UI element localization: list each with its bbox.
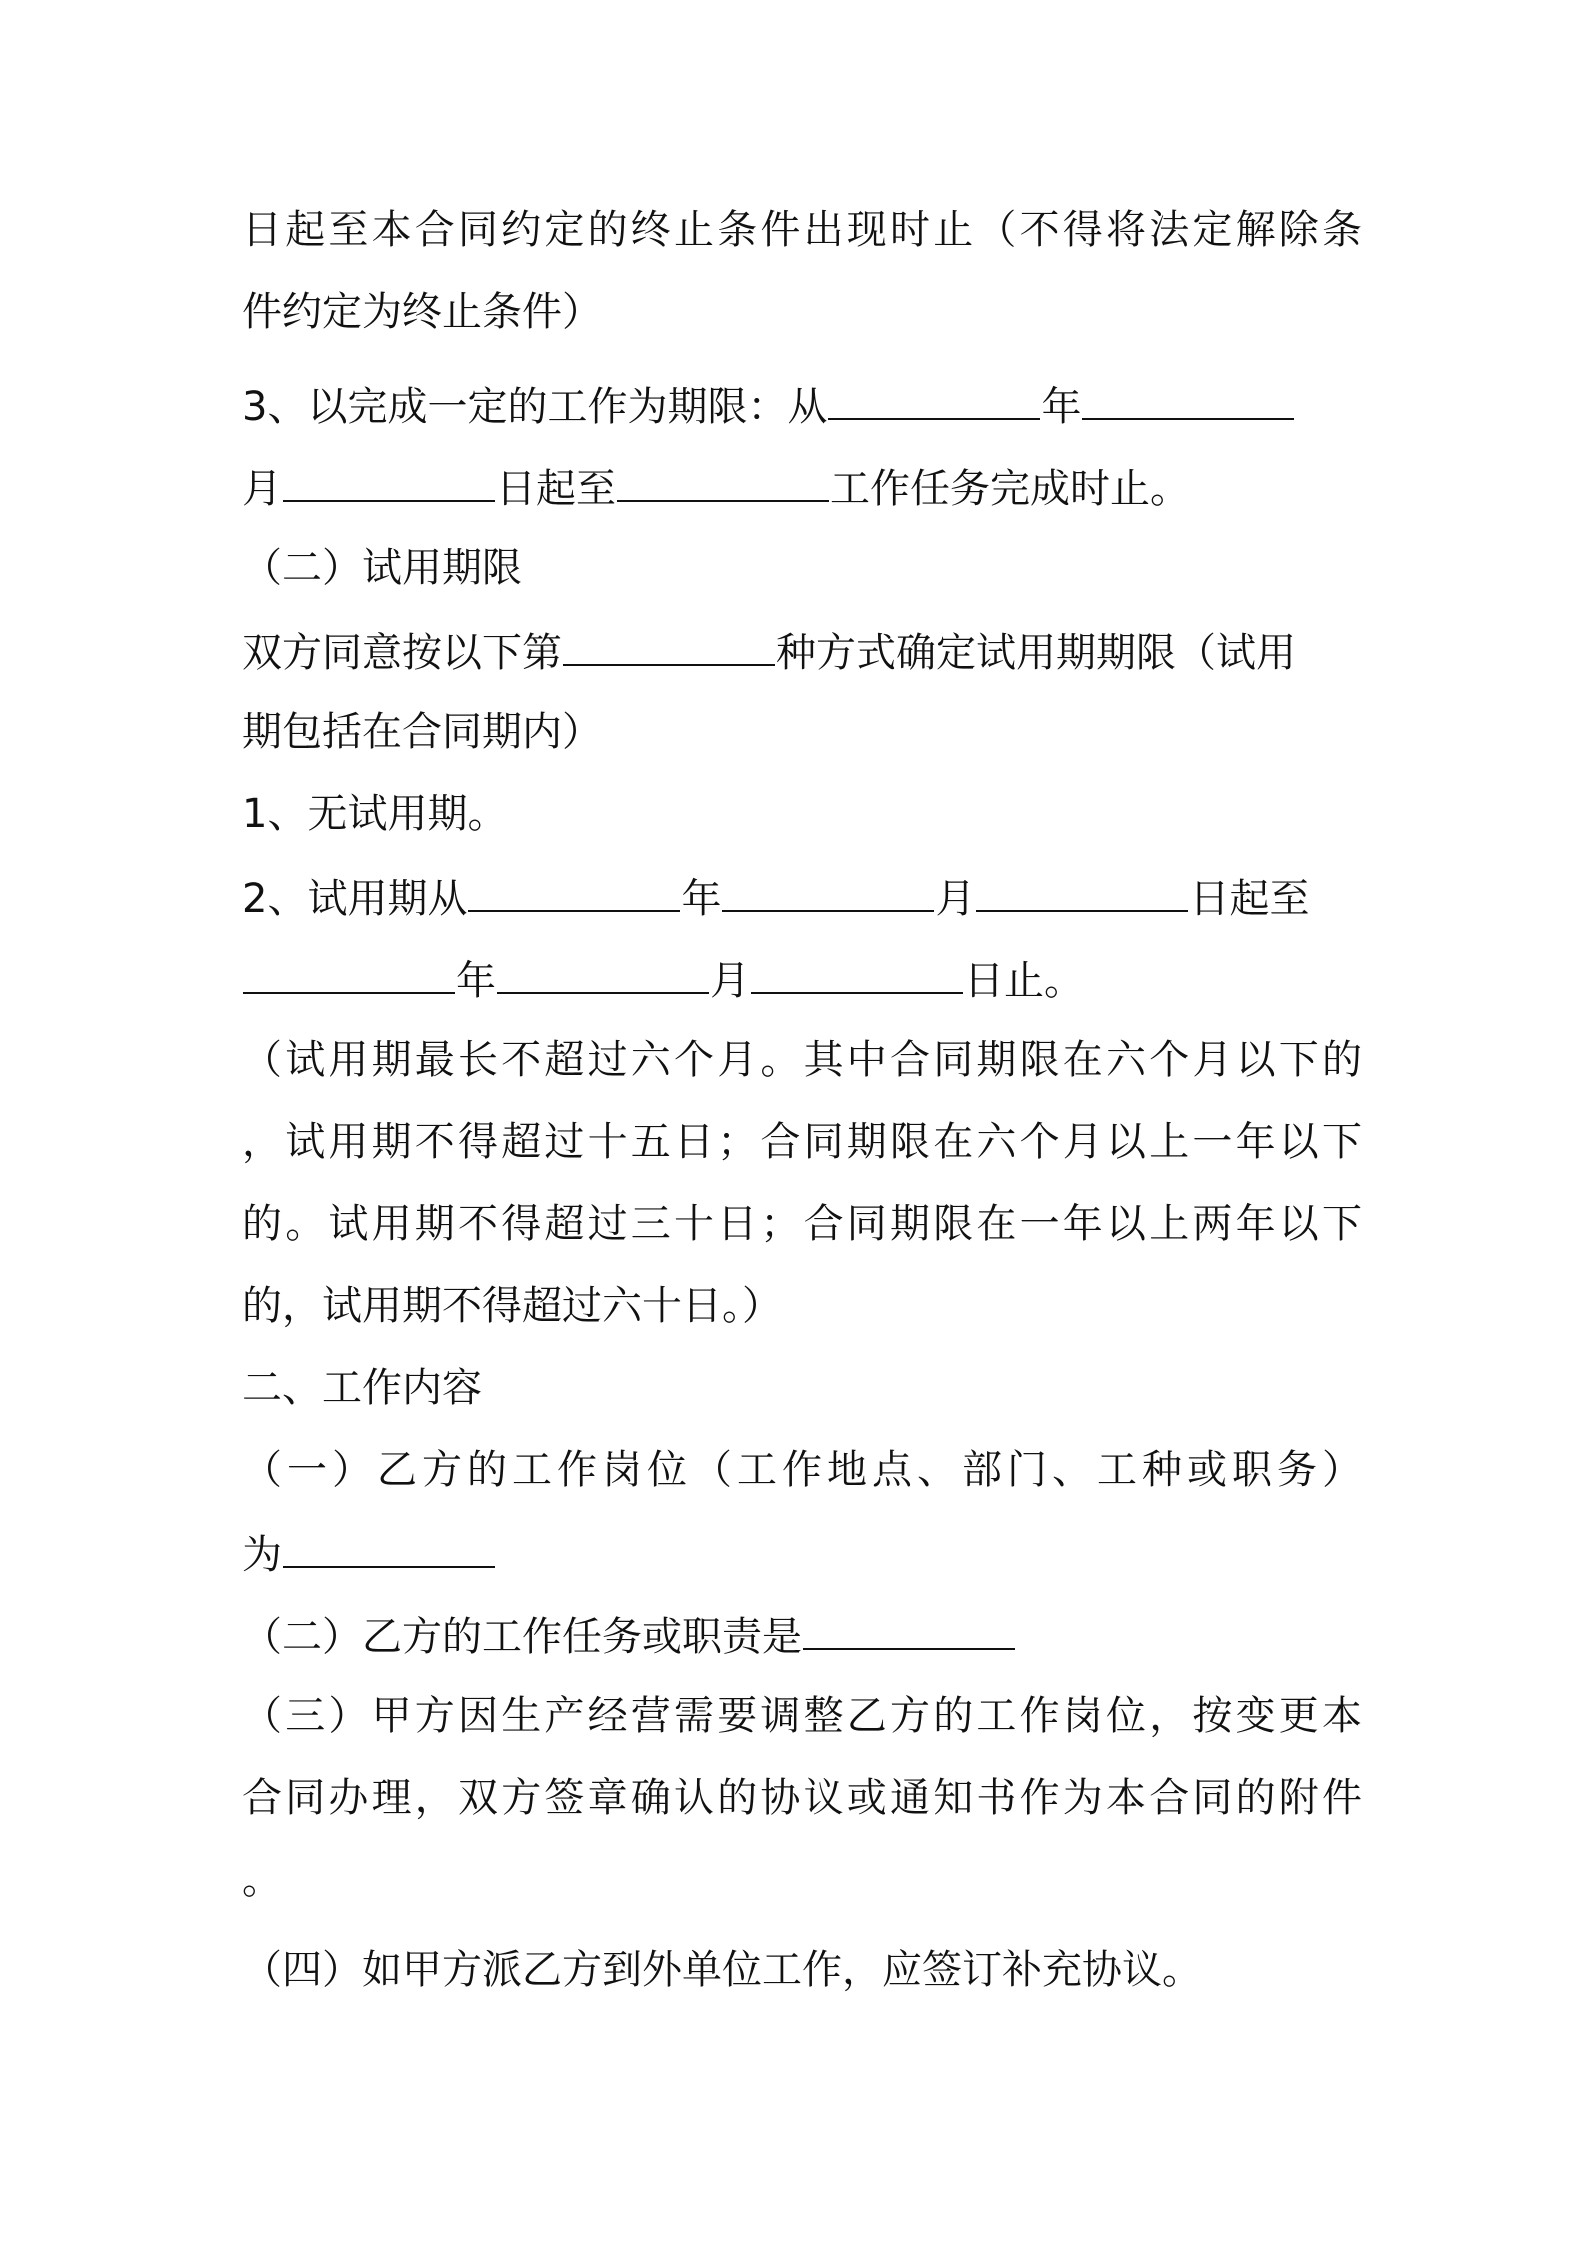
- text-line: （三）甲方因生产经营需要调整乙方的工作岗位，按变更本: [242, 1693, 1362, 1739]
- text-line: （一）乙方的工作岗位（工作地点、部门、工种或职务）: [242, 1447, 1362, 1493]
- text-segment: 年: [456, 958, 496, 1004]
- text-line: 。: [242, 1857, 282, 1903]
- text-segment: 年: [1041, 384, 1082, 430]
- fill-in-blank: [828, 374, 1040, 420]
- text-segment: 日起至: [496, 466, 616, 512]
- fill-in-blank: [283, 1522, 495, 1568]
- fill-in-blank: [243, 948, 455, 994]
- text-line: [242, 374, 1362, 434]
- text-segment: （二）乙方的工作任务或职责是: [242, 1614, 802, 1660]
- text-line: （试用期最长不超过六个月。其中合同期限在六个月以下的: [242, 1037, 1362, 1083]
- text-segment: 3、以完成一定的工作为期限：从: [242, 384, 828, 430]
- text-line: [242, 1604, 1362, 1664]
- text-segment: 种方式确定试用期期限（试用: [776, 630, 1296, 676]
- fill-in-blank: [1082, 374, 1294, 420]
- text-segment: 月: [935, 876, 976, 922]
- text-line: 的。试用期不得超过三十日；合同期限在一年以上两年以下: [242, 1201, 1362, 1247]
- fill-in-blank: [468, 866, 680, 912]
- text-segment: 为: [242, 1532, 282, 1578]
- text-line: [242, 948, 1362, 1008]
- text-line: [242, 1522, 1362, 1582]
- text-line: [242, 620, 1362, 680]
- text-segment: 日起至: [1189, 876, 1310, 922]
- text-segment: 2、试用期从: [242, 876, 468, 922]
- text-segment: 日止。: [964, 958, 1084, 1004]
- text-segment: 工作任务完成时止。: [830, 466, 1190, 512]
- text-segment: 年: [681, 876, 722, 922]
- document-page: [242, 0, 1362, 2244]
- text-line: 件约定为终止条件）: [242, 289, 602, 335]
- text-line: 1、无试用期。: [242, 791, 508, 837]
- text-line: 的，试用期不得超过六十日。）: [242, 1283, 782, 1329]
- text-line: 日起至本合同约定的终止条件出现时止（不得将法定解除条: [242, 207, 1362, 253]
- text-line: 合同办理，双方签章确认的协议或通知书作为本合同的附件: [242, 1775, 1362, 1821]
- text-line: [242, 456, 1362, 516]
- text-segment: 月: [710, 958, 750, 1004]
- fill-in-blank: [283, 456, 495, 502]
- fill-in-blank: [976, 866, 1188, 912]
- fill-in-blank: [563, 620, 775, 666]
- text-line: ，试用期不得超过十五日；合同期限在六个月以上一年以下: [242, 1119, 1362, 1165]
- fill-in-blank: [617, 456, 829, 502]
- section-heading: 二、工作内容: [242, 1365, 482, 1411]
- text-line: （四）如甲方派乙方到外单位工作，应签订补充协议。: [242, 1947, 1202, 1993]
- fill-in-blank: [722, 866, 934, 912]
- text-line: [242, 866, 1362, 926]
- fill-in-blank: [803, 1604, 1015, 1650]
- fill-in-blank: [497, 948, 709, 994]
- text-segment: 双方同意按以下第: [242, 630, 562, 676]
- text-segment: 月: [242, 466, 282, 512]
- text-line: 期包括在合同期内）: [242, 709, 602, 755]
- section-heading: （二）试用期限: [242, 545, 522, 591]
- fill-in-blank: [751, 948, 963, 994]
